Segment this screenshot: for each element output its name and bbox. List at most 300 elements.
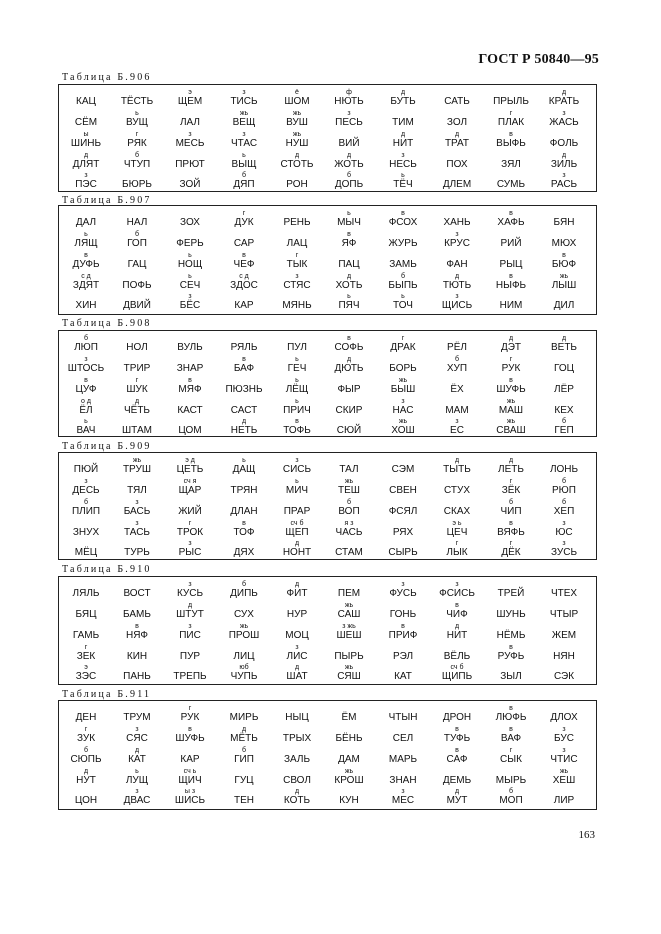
cell-word: КАР [180,754,200,765]
cell-superscript: в [509,520,513,527]
cell-word: ЖОТЬ [334,159,364,170]
table-cell [163,377,217,395]
table-cell [270,540,324,558]
cell-superscript: сч ь [183,768,197,775]
cell-superscript [484,172,538,179]
table-cell [217,89,271,107]
table-cell [376,581,430,599]
cell-word: БОРЬ [389,363,417,374]
table-cell [217,457,271,475]
cell-superscript: з [135,726,139,733]
cell-word: ГАМЬ [72,630,100,641]
cell-word: БЁНЬ [335,733,363,744]
table-cell [376,172,430,190]
cell-word: ТРУМ [123,712,151,723]
table-cell [322,231,376,249]
table-cell [59,726,113,744]
table-cell [484,152,538,170]
cell-superscript: б [400,273,405,280]
table-cell [322,152,376,170]
cell-word: ПРОШ [228,630,260,641]
table-cell [537,788,591,806]
cell-superscript: д [241,726,247,733]
cell-word: БАФ [233,363,255,374]
table-cell [322,418,376,436]
table-cell [537,581,591,599]
table-cell [217,152,271,170]
cell-word: ЛЮП [74,342,98,353]
table-cell [322,602,376,620]
cell-superscript [376,726,430,733]
cell-superscript: в [188,377,192,384]
cell-superscript: д [561,152,567,159]
table-cell [322,335,376,353]
table-cell [484,273,538,291]
cell-superscript: сч б [450,664,464,671]
cell-superscript [163,152,217,159]
table-cell [322,89,376,107]
cell-word: ДАМ [338,754,360,765]
cell-word: ЛАЦ [286,238,308,249]
table-caption: Таблица Б.911 [62,689,152,700]
cell-word: ЛЕТЬ [498,464,524,475]
table-cell [322,457,376,475]
cell-superscript: б [241,172,246,179]
cell-word: ВУЩ [125,117,149,128]
cell-superscript [270,705,324,712]
cell-word: РЕНЬ [283,217,311,228]
cell-word: ДИЛ [553,300,575,311]
table-cell [59,768,113,786]
cell-word: ФСОХ [388,217,418,228]
cell-word: ДЕМЬ [442,775,472,786]
cell-word: ТРЕПЬ [173,671,207,682]
table-cell [376,377,430,395]
cell-word: ПЛАК [497,117,525,128]
cell-word: ДВАС [123,795,151,806]
cell-word: ДЮТЬ [334,363,364,374]
cell-word: СУХ [234,609,254,620]
cell-superscript: д [508,335,514,342]
cell-word: ЗИЛЬ [550,159,578,170]
cell-superscript: з [188,581,192,588]
cell-word: ЗАМЬ [389,259,417,270]
cell-superscript: в [509,377,513,384]
cell-superscript [59,457,113,464]
cell-word: ЛЮФЬ [495,712,527,723]
table-cell [217,210,271,228]
table-cell [537,398,591,416]
cell-superscript: с д [239,273,249,280]
cell-word: РИЙ [500,238,522,249]
table-cell [322,293,376,311]
table-cell [484,356,538,374]
cell-word: ГОП [127,238,147,249]
cell-superscript: г [188,705,192,712]
cell-word: КРОШ [334,775,364,786]
cell-word: БЫШ [390,384,416,395]
cell-superscript [110,664,164,671]
table-cell [484,457,538,475]
table-cell [430,664,484,682]
table-cell [217,335,271,353]
cell-word: ШУНЬ [496,609,526,620]
cell-superscript [430,398,484,405]
cell-superscript [322,131,376,138]
cell-superscript [537,457,591,464]
cell-word: СИСЬ [282,464,312,475]
table-cell [430,705,484,723]
cell-superscript [537,788,591,795]
cell-word: СЯС [126,733,148,744]
table-cell [484,499,538,517]
cell-word: СТАМ [335,547,363,558]
cell-word: ЛАЛ [179,117,200,128]
table-cell [59,581,113,599]
cell-word: ЧТИС [550,754,578,765]
cell-word: ЧТУП [123,159,151,170]
cell-superscript: жь [398,377,408,384]
cell-superscript: в [509,273,513,280]
cell-word: СТУХ [443,485,471,496]
cell-superscript: б [83,499,88,506]
cell-word: ВОП [338,506,360,517]
cell-word: НУТ [76,775,96,786]
cell-superscript: б [134,231,139,238]
cell-word: СЁМ [74,117,98,128]
cell-word: СКАХ [443,506,471,517]
cell-superscript: в [347,335,351,342]
cell-word: БАМЬ [123,609,151,620]
cell-superscript: в [509,705,513,712]
cell-superscript [376,540,430,547]
cell-word: РЯХ [392,527,414,538]
cell-word: ЗЁК [501,485,521,496]
table-cell [163,788,217,806]
cell-word: КРУС [444,238,470,249]
table-cell [270,231,324,249]
cell-word: ДОПЬ [334,179,364,190]
table-cell [110,726,164,744]
cell-word: ЗЫЛ [500,671,522,682]
table-cell [217,293,271,311]
cell-superscript [110,540,164,547]
table-cell [217,768,271,786]
cell-word: ВЫФЬ [496,138,526,149]
table-cell [217,131,271,149]
table-cell [430,110,484,128]
cell-superscript [270,210,324,217]
table-cell [484,581,538,599]
cell-word: ПОХ [446,159,468,170]
cell-superscript [376,747,430,754]
cell-word: ДЁК [501,547,521,558]
cell-word: РЯЛЬ [230,342,258,353]
cell-superscript [376,644,430,651]
cell-word: МУТ [446,795,468,806]
cell-word: НОЛ [126,342,148,353]
cell-superscript: з [401,398,405,405]
cell-superscript [322,788,376,795]
table-cell [270,252,324,270]
cell-superscript: жь [239,623,249,630]
table-cell [537,499,591,517]
cell-word: ЛЯЛЬ [72,588,100,599]
table-cell [484,398,538,416]
table-cell [537,110,591,128]
cell-word: ЁХ [450,384,464,395]
table-cell [430,499,484,517]
table-cell [430,788,484,806]
cell-superscript: ь [188,252,192,259]
cell-superscript: б [346,499,351,506]
cell-superscript [270,499,324,506]
table-cell [537,457,591,475]
cell-superscript: д [454,131,460,138]
cell-word: САШ [337,609,361,620]
table-cell [484,110,538,128]
cell-superscript [110,644,164,651]
cell-word: ТЁСТЬ [120,96,154,107]
cell-superscript: з [135,499,139,506]
cell-word: ХАФЬ [497,217,525,228]
table-cell [537,377,591,395]
table-cell [110,478,164,496]
table-cell [217,231,271,249]
word-table [58,700,597,810]
cell-word: ДАЛ [75,217,97,228]
table-cell [217,623,271,641]
cell-superscript [430,252,484,259]
table-cell [484,478,538,496]
table-cell [430,293,484,311]
table-cell [110,172,164,190]
cell-superscript: з [562,172,566,179]
cell-word: ЛИЦ [233,651,255,662]
cell-superscript: з [347,110,351,117]
cell-superscript [537,398,591,405]
cell-superscript [484,89,538,96]
table-cell [270,293,324,311]
cell-word: СУМЬ [496,179,526,190]
table-cell [217,356,271,374]
cell-word: МЁТЬ [230,733,258,744]
table-cell [110,540,164,558]
cell-superscript: д [346,273,352,280]
cell-word: ТАЛ [339,464,359,475]
cell-superscript [430,152,484,159]
cell-superscript [430,768,484,775]
table-cell [270,89,324,107]
cell-superscript [59,602,113,609]
cell-superscript: д [400,131,406,138]
cell-word: ГЕП [554,425,574,436]
table-cell [322,644,376,662]
table-cell [217,172,271,190]
table-cell [484,210,538,228]
cell-superscript: в [455,602,459,609]
table-cell [270,747,324,765]
cell-word: ЯФ [341,238,357,249]
table-cell [484,602,538,620]
table-cell [322,726,376,744]
cell-word: РАСЬ [550,179,578,190]
cell-superscript [163,644,217,651]
cell-superscript [217,602,271,609]
table-cell [110,768,164,786]
cell-word: ВЕЩ [232,117,256,128]
table-cell [376,89,430,107]
table-cell [322,540,376,558]
table-cell [376,788,430,806]
cell-word: ЩАР [178,485,202,496]
table-cell [163,644,217,662]
cell-superscript: д [187,602,193,609]
table-cell [430,478,484,496]
table-cell [484,520,538,538]
cell-word: СВЕН [389,485,417,496]
cell-word: ТЫТЬ [443,464,471,475]
cell-word: НЕСЬ [389,159,417,170]
table-cell [376,418,430,436]
table-cell [270,520,324,538]
cell-word: ЧЁТЬ [123,405,150,416]
cell-superscript [430,377,484,384]
cell-superscript: в [242,252,246,259]
cell-word: ХАНЬ [443,217,471,228]
cell-superscript [376,520,430,527]
cell-word: ЗНАН [389,775,417,786]
cell-superscript: э ь [452,520,462,527]
cell-superscript: з [295,644,299,651]
cell-superscript: д [400,89,406,96]
cell-word: НИТ [392,138,414,149]
cell-superscript: ь [135,110,139,117]
cell-word: КАТ [394,671,412,682]
table-cell [59,788,113,806]
cell-superscript [270,293,324,300]
cell-word: КЕХ [554,405,574,416]
cell-superscript: сч б [290,520,304,527]
cell-superscript [484,581,538,588]
cell-word: НЯФ [125,630,149,641]
cell-word: ЖИЙ [178,506,202,517]
table-cell [217,398,271,416]
table-cell [270,398,324,416]
cell-word: МЯФ [178,384,202,395]
cell-superscript [217,644,271,651]
cell-superscript [430,644,484,651]
table-cell [376,768,430,786]
cell-superscript: б [83,747,88,754]
page-number: 163 [578,829,595,841]
table-cell [110,520,164,538]
cell-word: ЩИСЬ [441,300,473,311]
cell-superscript [322,457,376,464]
table-cell [110,231,164,249]
table-cell [59,152,113,170]
table-cell [163,623,217,641]
cell-superscript: жь [344,768,354,775]
table-cell [430,252,484,270]
table-cell [484,335,538,353]
cell-word: ЗЯЛ [501,159,521,170]
cell-word: ТЯЛ [127,485,147,496]
cell-superscript [376,705,430,712]
cell-word: ВЯФЬ [497,527,525,538]
table-cell [376,478,430,496]
cell-superscript [110,602,164,609]
table-cell [270,499,324,517]
cell-superscript [376,356,430,363]
cell-superscript: жь [344,602,354,609]
cell-superscript: жь [344,478,354,485]
cell-word: ЗНУХ [72,527,100,538]
cell-word: ШЕШ [336,630,362,641]
table-cell [376,520,430,538]
table-cell [537,520,591,538]
cell-superscript: в [401,210,405,217]
cell-word: БЁС [179,300,201,311]
word-table [58,84,597,192]
cell-superscript [430,499,484,506]
cell-superscript [59,705,113,712]
cell-word: ЖАСЬ [549,117,579,128]
cell-word: ДЛЯТ [72,159,100,170]
table-cell [163,768,217,786]
table-cell [484,231,538,249]
cell-superscript [110,273,164,280]
table-cell [217,252,271,270]
cell-superscript: ь [295,377,299,384]
cell-word: СТОТЬ [280,159,314,170]
cell-superscript: ь [135,768,139,775]
word-table [58,576,597,685]
table-cell [217,747,271,765]
cell-superscript [484,768,538,775]
cell-superscript: г [84,644,88,651]
cell-superscript: з [562,520,566,527]
cell-word: СЯШ [337,671,361,682]
cell-word: ПЛИП [71,506,101,517]
cell-word: ЗАЛЬ [283,754,311,765]
cell-word: ЧАСЬ [335,527,363,538]
cell-word: КОТЬ [283,795,311,806]
table-cell [537,210,591,228]
table-cell [163,152,217,170]
cell-superscript [430,210,484,217]
table-cell [217,499,271,517]
cell-superscript [163,172,217,179]
cell-superscript [322,252,376,259]
table-cell [322,664,376,682]
cell-superscript: д [561,89,567,96]
cell-superscript: г [509,356,513,363]
cell-word: ЗЭС [75,671,97,682]
cell-superscript [217,788,271,795]
cell-word: НЁМЬ [496,630,526,641]
cell-superscript: з [401,581,405,588]
table-cell [322,499,376,517]
cell-word: ЕС [450,425,464,436]
table-cell [376,664,430,682]
table-cell [270,152,324,170]
cell-word: ЦОМ [178,425,202,436]
cell-superscript [110,581,164,588]
cell-superscript [217,478,271,485]
table-cell [217,478,271,496]
cell-superscript [484,664,538,671]
